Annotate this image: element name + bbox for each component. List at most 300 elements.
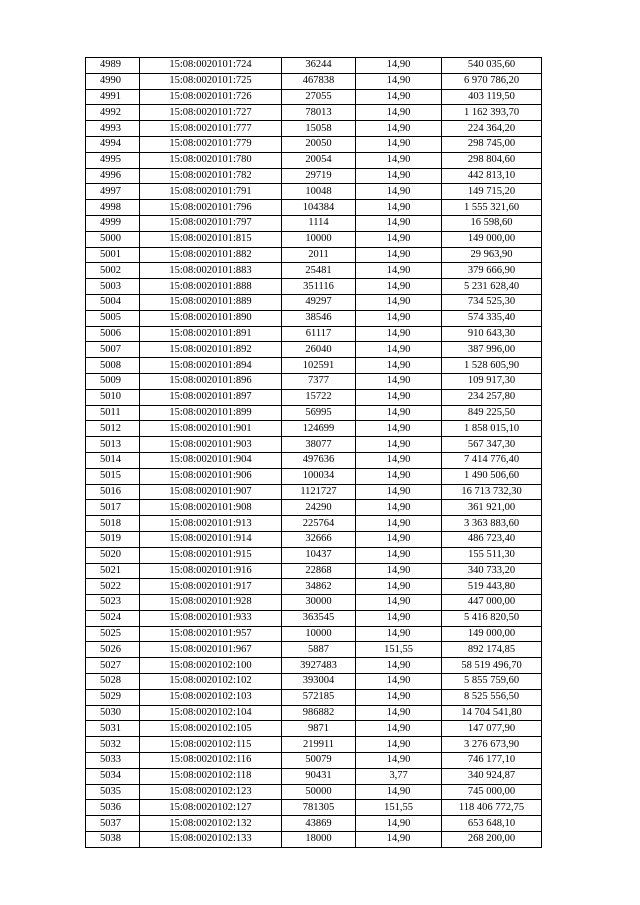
cadastral-number-cell: 15:08:0020101:882 bbox=[140, 247, 282, 263]
amount-cell: 3 363 883,60 bbox=[442, 516, 542, 532]
table-row bbox=[86, 215, 542, 231]
amount-cell: 118 406 772,75 bbox=[442, 800, 542, 816]
row-number-cell: 5017 bbox=[86, 500, 140, 516]
cadastral-number-cell: 15:08:0020101:896 bbox=[140, 373, 282, 389]
table-row bbox=[86, 721, 542, 737]
rate-cell: 14,90 bbox=[356, 468, 442, 484]
cadastral-number-cell: 15:08:0020101:892 bbox=[140, 342, 282, 358]
table-row bbox=[86, 768, 542, 784]
row-number-cell: 5030 bbox=[86, 705, 140, 721]
cadastral-number-cell: 15:08:0020101:797 bbox=[140, 215, 282, 231]
area-cell: 104384 bbox=[282, 200, 356, 216]
row-number-cell: 4993 bbox=[86, 121, 140, 137]
rate-cell: 14,90 bbox=[356, 294, 442, 310]
rate-cell: 14,90 bbox=[356, 563, 442, 579]
amount-cell: 1 555 321,60 bbox=[442, 200, 542, 216]
amount-cell: 447 000,00 bbox=[442, 595, 542, 611]
amount-cell: 14 704 541,80 bbox=[442, 705, 542, 721]
area-cell: 22868 bbox=[282, 563, 356, 579]
row-number-cell: 5018 bbox=[86, 516, 140, 532]
area-cell: 50000 bbox=[282, 784, 356, 800]
cadastral-number-cell: 15:08:0020102:100 bbox=[140, 658, 282, 674]
cadastral-number-cell: 15:08:0020101:725 bbox=[140, 73, 282, 89]
amount-cell: 6 970 786,20 bbox=[442, 73, 542, 89]
cadastral-number-cell: 15:08:0020101:915 bbox=[140, 547, 282, 563]
rate-cell: 14,90 bbox=[356, 326, 442, 342]
area-cell: 1114 bbox=[282, 215, 356, 231]
rate-cell: 14,90 bbox=[356, 263, 442, 279]
rate-cell: 14,90 bbox=[356, 184, 442, 200]
amount-cell: 361 921,00 bbox=[442, 500, 542, 516]
row-number-cell: 4997 bbox=[86, 184, 140, 200]
table-row bbox=[86, 658, 542, 674]
amount-cell: 486 723,40 bbox=[442, 531, 542, 547]
row-number-cell: 5001 bbox=[86, 247, 140, 263]
amount-cell: 734 525,30 bbox=[442, 294, 542, 310]
cadastral-number-cell: 15:08:0020101:894 bbox=[140, 358, 282, 374]
table-row bbox=[86, 405, 542, 421]
amount-cell: 58 519 496,70 bbox=[442, 658, 542, 674]
area-cell: 393004 bbox=[282, 674, 356, 690]
table-row bbox=[86, 547, 542, 563]
amount-cell: 746 177,10 bbox=[442, 753, 542, 769]
area-cell: 467838 bbox=[282, 73, 356, 89]
rate-cell: 14,90 bbox=[356, 832, 442, 848]
area-cell: 124699 bbox=[282, 421, 356, 437]
table-row bbox=[86, 516, 542, 532]
cadastral-number-cell: 15:08:0020101:897 bbox=[140, 389, 282, 405]
cadastral-number-cell: 15:08:0020101:779 bbox=[140, 136, 282, 152]
row-number-cell: 5002 bbox=[86, 263, 140, 279]
rate-cell: 14,90 bbox=[356, 310, 442, 326]
rate-cell: 14,90 bbox=[356, 484, 442, 500]
cadastral-number-cell: 15:08:0020102:103 bbox=[140, 689, 282, 705]
area-cell: 15058 bbox=[282, 121, 356, 137]
rate-cell: 14,90 bbox=[356, 531, 442, 547]
amount-cell: 155 511,30 bbox=[442, 547, 542, 563]
table-row bbox=[86, 294, 542, 310]
table-row bbox=[86, 121, 542, 137]
row-number-cell: 5026 bbox=[86, 642, 140, 658]
area-cell: 56995 bbox=[282, 405, 356, 421]
amount-cell: 540 035,60 bbox=[442, 58, 542, 74]
table-row bbox=[86, 579, 542, 595]
area-cell: 10437 bbox=[282, 547, 356, 563]
amount-cell: 298 745,00 bbox=[442, 136, 542, 152]
amount-cell: 1 162 393,70 bbox=[442, 105, 542, 121]
table-row bbox=[86, 689, 542, 705]
row-number-cell: 4998 bbox=[86, 200, 140, 216]
rate-cell: 14,90 bbox=[356, 610, 442, 626]
amount-cell: 442 813,10 bbox=[442, 168, 542, 184]
rate-cell: 14,90 bbox=[356, 689, 442, 705]
amount-cell: 16 713 732,30 bbox=[442, 484, 542, 500]
rate-cell: 14,90 bbox=[356, 547, 442, 563]
rate-cell: 14,90 bbox=[356, 674, 442, 690]
rate-cell: 3,77 bbox=[356, 768, 442, 784]
table-row bbox=[86, 310, 542, 326]
amount-cell: 109 917,30 bbox=[442, 373, 542, 389]
cadastral-number-cell: 15:08:0020101:815 bbox=[140, 231, 282, 247]
table-row bbox=[86, 184, 542, 200]
row-number-cell: 5008 bbox=[86, 358, 140, 374]
rate-cell: 14,90 bbox=[356, 579, 442, 595]
row-number-cell: 5035 bbox=[86, 784, 140, 800]
row-number-cell: 5012 bbox=[86, 421, 140, 437]
rate-cell: 14,90 bbox=[356, 247, 442, 263]
table-row bbox=[86, 484, 542, 500]
cadastral-number-cell: 15:08:0020101:899 bbox=[140, 405, 282, 421]
table-row bbox=[86, 500, 542, 516]
area-cell: 78013 bbox=[282, 105, 356, 121]
rate-cell: 14,90 bbox=[356, 784, 442, 800]
area-cell: 38546 bbox=[282, 310, 356, 326]
cadastral-number-cell: 15:08:0020101:908 bbox=[140, 500, 282, 516]
cadastral-number-cell: 15:08:0020101:777 bbox=[140, 121, 282, 137]
rate-cell: 14,90 bbox=[356, 89, 442, 105]
row-number-cell: 5004 bbox=[86, 294, 140, 310]
rate-cell: 151,55 bbox=[356, 800, 442, 816]
area-cell: 351116 bbox=[282, 279, 356, 295]
amount-cell: 519 443,80 bbox=[442, 579, 542, 595]
row-number-cell: 5022 bbox=[86, 579, 140, 595]
rate-cell: 14,90 bbox=[356, 58, 442, 74]
cadastral-number-cell: 15:08:0020101:796 bbox=[140, 200, 282, 216]
area-cell: 30000 bbox=[282, 595, 356, 611]
area-cell: 10000 bbox=[282, 231, 356, 247]
amount-cell: 403 119,50 bbox=[442, 89, 542, 105]
rate-cell: 14,90 bbox=[356, 136, 442, 152]
rate-cell: 14,90 bbox=[356, 373, 442, 389]
row-number-cell: 5034 bbox=[86, 768, 140, 784]
area-cell: 363545 bbox=[282, 610, 356, 626]
rate-cell: 14,90 bbox=[356, 452, 442, 468]
cadastral-number-cell: 15:08:0020101:782 bbox=[140, 168, 282, 184]
area-cell: 50079 bbox=[282, 753, 356, 769]
amount-cell: 379 666,90 bbox=[442, 263, 542, 279]
cadastral-number-cell: 15:08:0020101:901 bbox=[140, 421, 282, 437]
row-number-cell: 5028 bbox=[86, 674, 140, 690]
cadastral-number-cell: 15:08:0020102:127 bbox=[140, 800, 282, 816]
row-number-cell: 5033 bbox=[86, 753, 140, 769]
table-body bbox=[86, 58, 542, 848]
data-table bbox=[85, 57, 542, 848]
area-cell: 38077 bbox=[282, 437, 356, 453]
row-number-cell: 5014 bbox=[86, 452, 140, 468]
row-number-cell: 5007 bbox=[86, 342, 140, 358]
area-cell: 20054 bbox=[282, 152, 356, 168]
row-number-cell: 4999 bbox=[86, 215, 140, 231]
amount-cell: 892 174,85 bbox=[442, 642, 542, 658]
rate-cell: 14,90 bbox=[356, 626, 442, 642]
area-cell: 9871 bbox=[282, 721, 356, 737]
row-number-cell: 5019 bbox=[86, 531, 140, 547]
row-number-cell: 5029 bbox=[86, 689, 140, 705]
amount-cell: 1 490 506,60 bbox=[442, 468, 542, 484]
table-row bbox=[86, 326, 542, 342]
cadastral-number-cell: 15:08:0020101:907 bbox=[140, 484, 282, 500]
amount-cell: 1 528 605,90 bbox=[442, 358, 542, 374]
cadastral-number-cell: 15:08:0020102:102 bbox=[140, 674, 282, 690]
area-cell: 3927483 bbox=[282, 658, 356, 674]
row-number-cell: 5005 bbox=[86, 310, 140, 326]
rate-cell: 14,90 bbox=[356, 405, 442, 421]
rate-cell: 14,90 bbox=[356, 816, 442, 832]
area-cell: 49297 bbox=[282, 294, 356, 310]
area-cell: 1121727 bbox=[282, 484, 356, 500]
table-row bbox=[86, 263, 542, 279]
amount-cell: 149 715,20 bbox=[442, 184, 542, 200]
area-cell: 61117 bbox=[282, 326, 356, 342]
amount-cell: 149 000,00 bbox=[442, 626, 542, 642]
cadastral-number-cell: 15:08:0020101:914 bbox=[140, 531, 282, 547]
area-cell: 26040 bbox=[282, 342, 356, 358]
rate-cell: 14,90 bbox=[356, 342, 442, 358]
amount-cell: 7 414 776,40 bbox=[442, 452, 542, 468]
row-number-cell: 5000 bbox=[86, 231, 140, 247]
amount-cell: 567 347,30 bbox=[442, 437, 542, 453]
area-cell: 18000 bbox=[282, 832, 356, 848]
amount-cell: 149 000,00 bbox=[442, 231, 542, 247]
table-row bbox=[86, 705, 542, 721]
rate-cell: 14,90 bbox=[356, 595, 442, 611]
area-cell: 100034 bbox=[282, 468, 356, 484]
cadastral-number-cell: 15:08:0020101:891 bbox=[140, 326, 282, 342]
cadastral-number-cell: 15:08:0020101:913 bbox=[140, 516, 282, 532]
row-number-cell: 5023 bbox=[86, 595, 140, 611]
table-row bbox=[86, 358, 542, 374]
table-row bbox=[86, 152, 542, 168]
amount-cell: 298 804,60 bbox=[442, 152, 542, 168]
amount-cell: 574 335,40 bbox=[442, 310, 542, 326]
rate-cell: 14,90 bbox=[356, 279, 442, 295]
area-cell: 781305 bbox=[282, 800, 356, 816]
area-cell: 572185 bbox=[282, 689, 356, 705]
table-row bbox=[86, 342, 542, 358]
table-row bbox=[86, 200, 542, 216]
table-row bbox=[86, 89, 542, 105]
row-number-cell: 5015 bbox=[86, 468, 140, 484]
amount-cell: 653 648,10 bbox=[442, 816, 542, 832]
cadastral-number-cell: 15:08:0020102:133 bbox=[140, 832, 282, 848]
cadastral-number-cell: 15:08:0020101:928 bbox=[140, 595, 282, 611]
cadastral-number-cell: 15:08:0020101:780 bbox=[140, 152, 282, 168]
table-row bbox=[86, 231, 542, 247]
cadastral-number-cell: 15:08:0020102:118 bbox=[140, 768, 282, 784]
table-row bbox=[86, 168, 542, 184]
area-cell: 27055 bbox=[282, 89, 356, 105]
row-number-cell: 5011 bbox=[86, 405, 140, 421]
row-number-cell: 5024 bbox=[86, 610, 140, 626]
cadastral-number-cell: 15:08:0020102:123 bbox=[140, 784, 282, 800]
amount-cell: 29 963,90 bbox=[442, 247, 542, 263]
cadastral-number-cell: 15:08:0020101:890 bbox=[140, 310, 282, 326]
cadastral-number-cell: 15:08:0020102:116 bbox=[140, 753, 282, 769]
cadastral-number-cell: 15:08:0020101:791 bbox=[140, 184, 282, 200]
area-cell: 90431 bbox=[282, 768, 356, 784]
table-row bbox=[86, 452, 542, 468]
row-number-cell: 5016 bbox=[86, 484, 140, 500]
cadastral-number-cell: 15:08:0020101:888 bbox=[140, 279, 282, 295]
amount-cell: 3 276 673,90 bbox=[442, 737, 542, 753]
area-cell: 5887 bbox=[282, 642, 356, 658]
cadastral-number-cell: 15:08:0020101:917 bbox=[140, 579, 282, 595]
row-number-cell: 5037 bbox=[86, 816, 140, 832]
cadastral-number-cell: 15:08:0020102:115 bbox=[140, 737, 282, 753]
amount-cell: 5 231 628,40 bbox=[442, 279, 542, 295]
table-row bbox=[86, 421, 542, 437]
table-row bbox=[86, 737, 542, 753]
cadastral-number-cell: 15:08:0020102:132 bbox=[140, 816, 282, 832]
cadastral-number-cell: 15:08:0020101:957 bbox=[140, 626, 282, 642]
row-number-cell: 4991 bbox=[86, 89, 140, 105]
amount-cell: 849 225,50 bbox=[442, 405, 542, 421]
rate-cell: 14,90 bbox=[356, 105, 442, 121]
amount-cell: 147 077,90 bbox=[442, 721, 542, 737]
area-cell: 219911 bbox=[282, 737, 356, 753]
table-row bbox=[86, 73, 542, 89]
table-row bbox=[86, 531, 542, 547]
table-row bbox=[86, 674, 542, 690]
row-number-cell: 5038 bbox=[86, 832, 140, 848]
row-number-cell: 4995 bbox=[86, 152, 140, 168]
cadastral-number-cell: 15:08:0020101:967 bbox=[140, 642, 282, 658]
area-cell: 986882 bbox=[282, 705, 356, 721]
row-number-cell: 4996 bbox=[86, 168, 140, 184]
table-row bbox=[86, 753, 542, 769]
row-number-cell: 4990 bbox=[86, 73, 140, 89]
area-cell: 2011 bbox=[282, 247, 356, 263]
cadastral-number-cell: 15:08:0020101:889 bbox=[140, 294, 282, 310]
rate-cell: 14,90 bbox=[356, 231, 442, 247]
rate-cell: 14,90 bbox=[356, 658, 442, 674]
table-row bbox=[86, 784, 542, 800]
amount-cell: 745 000,00 bbox=[442, 784, 542, 800]
area-cell: 10000 bbox=[282, 626, 356, 642]
area-cell: 36244 bbox=[282, 58, 356, 74]
table-row bbox=[86, 279, 542, 295]
cadastral-number-cell: 15:08:0020102:105 bbox=[140, 721, 282, 737]
table-row bbox=[86, 389, 542, 405]
rate-cell: 14,90 bbox=[356, 721, 442, 737]
row-number-cell: 5013 bbox=[86, 437, 140, 453]
rate-cell: 14,90 bbox=[356, 152, 442, 168]
row-number-cell: 5021 bbox=[86, 563, 140, 579]
rate-cell: 14,90 bbox=[356, 737, 442, 753]
area-cell: 15722 bbox=[282, 389, 356, 405]
rate-cell: 14,90 bbox=[356, 168, 442, 184]
table-row bbox=[86, 247, 542, 263]
cadastral-number-cell: 15:08:0020101:726 bbox=[140, 89, 282, 105]
rate-cell: 14,90 bbox=[356, 753, 442, 769]
table-row bbox=[86, 105, 542, 121]
cadastral-number-cell: 15:08:0020101:916 bbox=[140, 563, 282, 579]
table-row bbox=[86, 373, 542, 389]
rate-cell: 151,55 bbox=[356, 642, 442, 658]
rate-cell: 14,90 bbox=[356, 200, 442, 216]
table-row bbox=[86, 800, 542, 816]
row-number-cell: 5003 bbox=[86, 279, 140, 295]
amount-cell: 340 733,20 bbox=[442, 563, 542, 579]
cadastral-number-cell: 15:08:0020102:104 bbox=[140, 705, 282, 721]
table-row bbox=[86, 437, 542, 453]
table-row bbox=[86, 610, 542, 626]
rate-cell: 14,90 bbox=[356, 215, 442, 231]
row-number-cell: 5036 bbox=[86, 800, 140, 816]
table-row bbox=[86, 136, 542, 152]
row-number-cell: 5020 bbox=[86, 547, 140, 563]
table-row bbox=[86, 468, 542, 484]
rate-cell: 14,90 bbox=[356, 421, 442, 437]
amount-cell: 234 257,80 bbox=[442, 389, 542, 405]
cadastral-number-cell: 15:08:0020101:724 bbox=[140, 58, 282, 74]
area-cell: 29719 bbox=[282, 168, 356, 184]
rate-cell: 14,90 bbox=[356, 516, 442, 532]
cadastral-number-cell: 15:08:0020101:904 bbox=[140, 452, 282, 468]
area-cell: 20050 bbox=[282, 136, 356, 152]
table-row bbox=[86, 626, 542, 642]
amount-cell: 16 598,60 bbox=[442, 215, 542, 231]
row-number-cell: 4994 bbox=[86, 136, 140, 152]
rate-cell: 14,90 bbox=[356, 73, 442, 89]
amount-cell: 224 364,20 bbox=[442, 121, 542, 137]
area-cell: 102591 bbox=[282, 358, 356, 374]
row-number-cell: 4989 bbox=[86, 58, 140, 74]
cadastral-number-cell: 15:08:0020101:933 bbox=[140, 610, 282, 626]
row-number-cell: 5025 bbox=[86, 626, 140, 642]
area-cell: 32666 bbox=[282, 531, 356, 547]
area-cell: 25481 bbox=[282, 263, 356, 279]
amount-cell: 387 996,00 bbox=[442, 342, 542, 358]
cadastral-number-cell: 15:08:0020101:906 bbox=[140, 468, 282, 484]
cadastral-number-cell: 15:08:0020101:883 bbox=[140, 263, 282, 279]
row-number-cell: 5010 bbox=[86, 389, 140, 405]
table-row bbox=[86, 816, 542, 832]
area-cell: 43869 bbox=[282, 816, 356, 832]
row-number-cell: 5032 bbox=[86, 737, 140, 753]
amount-cell: 910 643,30 bbox=[442, 326, 542, 342]
cadastral-number-cell: 15:08:0020101:727 bbox=[140, 105, 282, 121]
rate-cell: 14,90 bbox=[356, 121, 442, 137]
cadastral-number-cell: 15:08:0020101:903 bbox=[140, 437, 282, 453]
row-number-cell: 5031 bbox=[86, 721, 140, 737]
area-cell: 7377 bbox=[282, 373, 356, 389]
area-cell: 225764 bbox=[282, 516, 356, 532]
table-row bbox=[86, 563, 542, 579]
rate-cell: 14,90 bbox=[356, 500, 442, 516]
amount-cell: 5 416 820,50 bbox=[442, 610, 542, 626]
amount-cell: 8 525 556,50 bbox=[442, 689, 542, 705]
area-cell: 10048 bbox=[282, 184, 356, 200]
rate-cell: 14,90 bbox=[356, 437, 442, 453]
amount-cell: 340 924,87 bbox=[442, 768, 542, 784]
area-cell: 497636 bbox=[282, 452, 356, 468]
amount-cell: 1 858 015,10 bbox=[442, 421, 542, 437]
row-number-cell: 5027 bbox=[86, 658, 140, 674]
table-row bbox=[86, 832, 542, 848]
amount-cell: 5 855 759,60 bbox=[442, 674, 542, 690]
table-row bbox=[86, 642, 542, 658]
area-cell: 34862 bbox=[282, 579, 356, 595]
amount-cell: 268 200,00 bbox=[442, 832, 542, 848]
rate-cell: 14,90 bbox=[356, 389, 442, 405]
table-row bbox=[86, 595, 542, 611]
row-number-cell: 5009 bbox=[86, 373, 140, 389]
rate-cell: 14,90 bbox=[356, 705, 442, 721]
table-row bbox=[86, 58, 542, 74]
area-cell: 24290 bbox=[282, 500, 356, 516]
row-number-cell: 4992 bbox=[86, 105, 140, 121]
